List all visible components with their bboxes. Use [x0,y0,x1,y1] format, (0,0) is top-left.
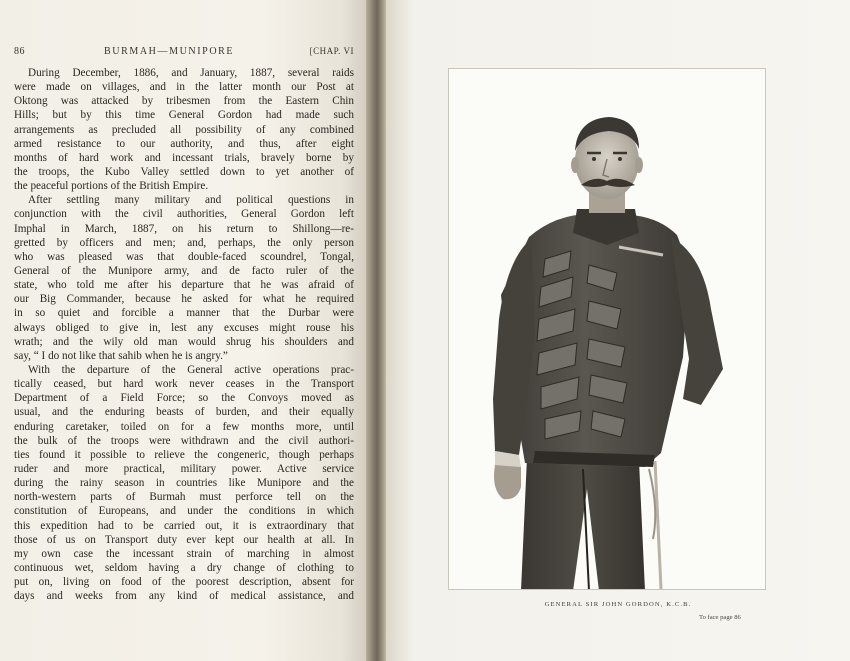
text-line: After settling many military and political questions in [28,194,354,207]
text-line: Oktong was attacked by tribesmen from the Eastern Chin [14,95,354,108]
text-line: Imphal in March, 1887, on his return to Shillong—re- [14,222,354,235]
portrait-plate [448,68,766,590]
text-line: months of hard work and incessant trials, bravely borne by [14,151,354,164]
text-line: my own case the incessant strain of marching in almost [14,547,354,560]
text-line: the bulk of the troops were withdrawn and the civil authori- [14,434,354,447]
text-line: the troops, the Kubo Valley settled down to yet another of [14,165,354,178]
text-line: north-western parts of Burmah must perforce tell on the [14,491,354,504]
text-line: constitution of Europeans, and under the conditions in which [14,505,354,518]
text-line: days and weeks from any kind of medical assistance, and [14,590,354,603]
text-line: General of the Munipore army, and de facto ruler of the [14,264,354,277]
text-line: armed resistance to our authority, and thus, after eight [14,137,354,150]
text-line: ruder and more practical, military power. Active service [14,462,354,475]
text-line: were made on villages, and in the latter month our Post at [14,81,354,94]
text-line: ties found it possible to relieve the congeneric, though perhaps [14,448,354,461]
text-line: state, who told me after his departure that he was afraid of [14,279,354,292]
portrait-photograph [449,69,766,590]
text-line: always obliged to give in, lest any excuses might rouse his [14,321,354,334]
text-line: During December, 1886, and January, 1887, several raids [28,67,354,79]
text-line: enduring caretaker, toiled on for a few months more, until [14,420,354,433]
running-title: BURMAH—MUNIPORE [104,46,235,57]
text-line: who was pleased was that double-faced scoundrel, Tongal, [14,250,354,263]
book-gutter [366,0,388,661]
body-text [14,66,354,603]
facing-page-note: To face page 86 [699,614,741,621]
plate-caption: GENERAL SIR JOHN GORDON, K.C.B. [544,601,692,608]
text-line: our Big Commander, because he asked for what he required [14,293,354,306]
text-line: during the rainy season in countries like Munipore and the [14,477,354,490]
text-line: Hills; but by this time General Gordon had made such [14,109,354,122]
running-head [14,46,354,60]
text-line: continuous wet, seldom having a dry change of clothing to [14,561,354,574]
text-line: usual, and the enduring beasts of burden, and their equally [14,406,354,419]
text-line: arrangements as precluded all possibility of any combined [14,123,354,136]
text-line: in so quiet and forcible a manner that the Durbar were [14,307,354,320]
text-line: conjunction with the civil authorities, General Gordon left [14,208,354,221]
text-line: With the departure of the General active operations prac- [28,363,354,376]
text-line: Department of a Field Force; so the Convoys moved as [14,392,354,405]
text-line: tically ceased, but hard work never ceases in the Transport [14,378,354,391]
text-line: wrath; and the wily old man would shrug his shoulders and [14,335,354,348]
text-line: those of us on Transport duty ever kept our health at all. In [14,533,354,546]
chapter-reference: [CHAP. VI [309,46,354,56]
left-page [0,0,372,661]
text-line: the peaceful portions of the British Empire. [14,180,209,193]
text-line: gretted by officers and men; and, perhaps, the only person [14,236,354,249]
page-number: 86 [14,46,25,57]
text-line: say, “ I do not like that sahib when he is angry.” [14,349,228,362]
text-line: put on, living on food of the poorest description, absent for [14,576,354,589]
text-line: this expedition had to be carried out, it is extraordinary that [14,519,354,532]
